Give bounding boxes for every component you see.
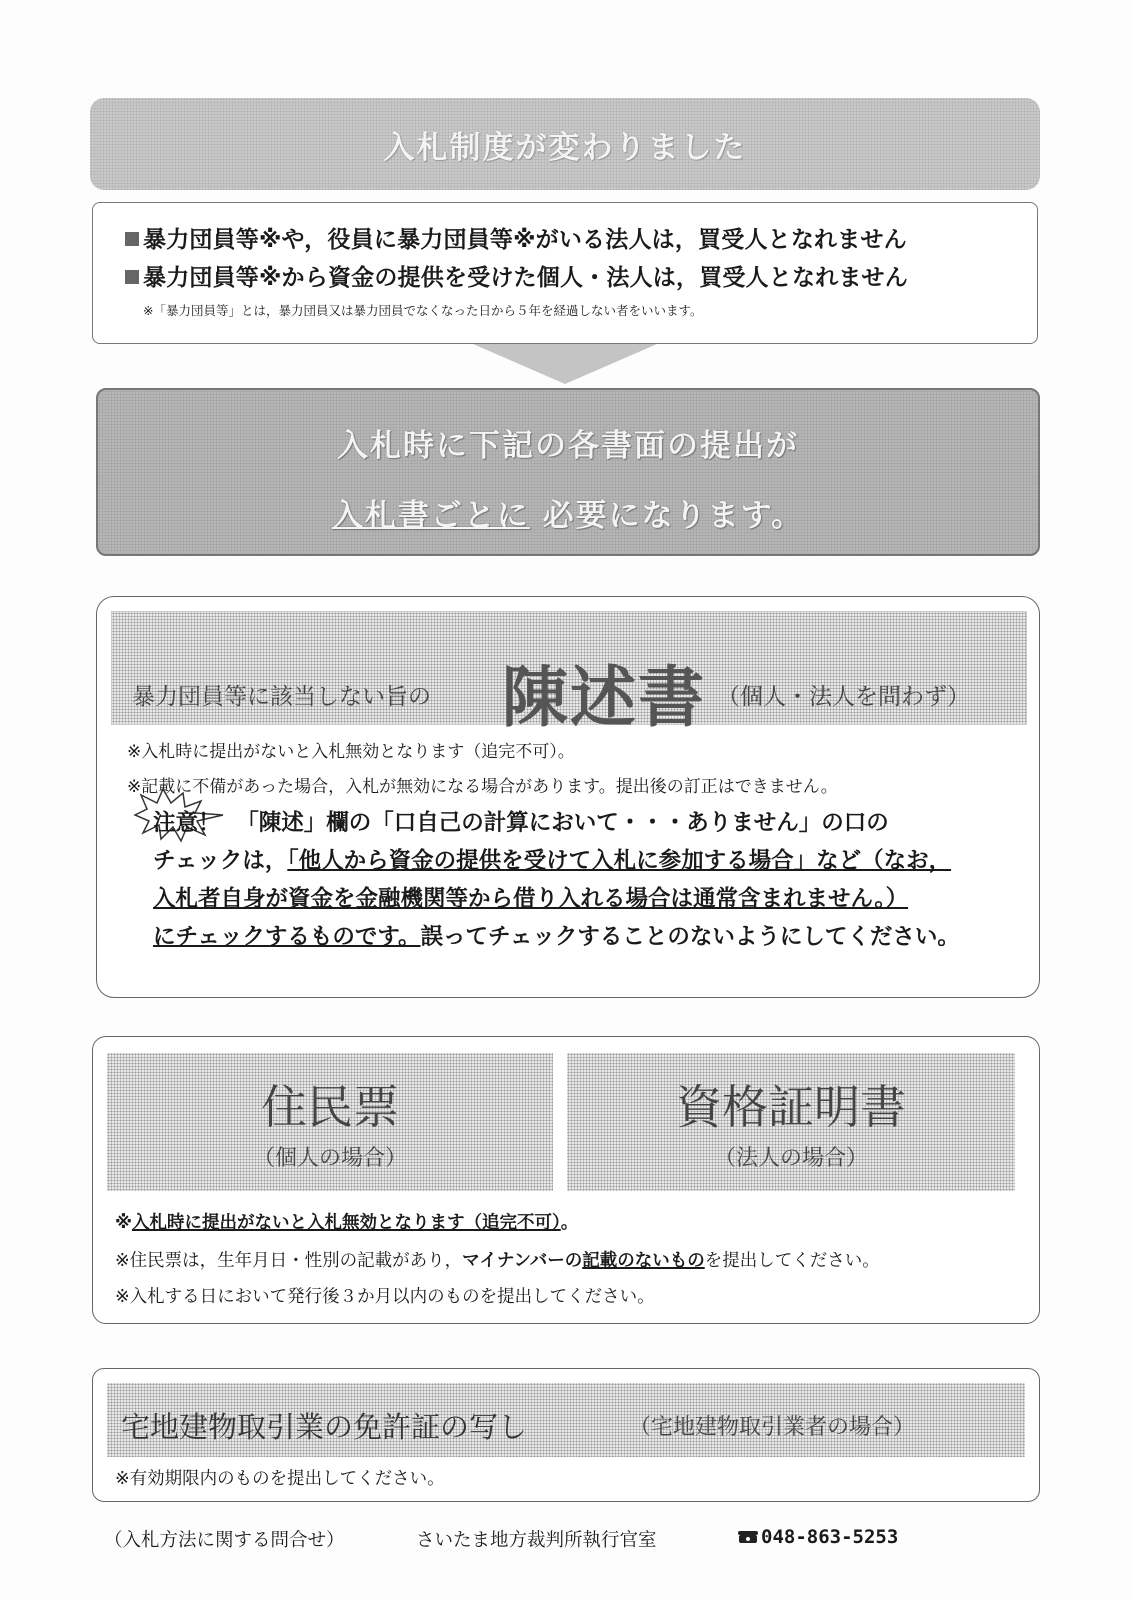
- inquiry-label: （入札方法に関する問合せ）: [104, 1530, 345, 1551]
- resident-certificate-sub: （個人の場合）: [252, 1146, 407, 1171]
- caution-line-4: にチェックするものです。誤ってチェックすることのないようにしてください。: [153, 924, 960, 950]
- statement-box: [96, 596, 1040, 998]
- documents-note-3: ※入札する日において発行後３か月以内のものを提出してください。: [115, 1287, 655, 1307]
- license-title: 宅地建物取引業の免許証の写し: [121, 1410, 528, 1444]
- resident-certificate-title: 住民票: [261, 1080, 399, 1134]
- requirement-line-1: 入札時に下記の各書面の提出が: [337, 428, 799, 464]
- phone-contact: [738, 1526, 898, 1548]
- caution-line-3: 入札者自身が資金を金融機関等から借り入れる場合は通常含まれません。）: [153, 886, 909, 912]
- square-bullet-icon: [125, 270, 139, 284]
- license-header: [107, 1383, 1025, 1457]
- requirement-banner: [96, 388, 1040, 556]
- statement-note-2: ※記載に不備があった場合，入札が無効になる場合があります。提出後の訂正はできません。: [127, 777, 838, 797]
- caution-line-1: 注意！ 「陳述」欄の「口自己の計算において・・・ありません」の口の: [153, 810, 889, 836]
- down-arrow-icon: [473, 344, 657, 384]
- rules-footnote: ※「暴力団員等」とは，暴力団員又は暴力団員でなくなった日から５年を経過しない者をいいます。: [143, 303, 703, 318]
- statement-lead: 暴力団員等に該当しない旨の: [132, 684, 431, 710]
- resident-certificate-cell: [107, 1053, 553, 1191]
- rule-line-1: 暴力団員等※や，役員に暴力団員等※がいる法人は，買受人となれません: [125, 221, 907, 254]
- qualification-certificate-title: 資格証明書: [676, 1080, 906, 1134]
- documents-note-1: ※入札時に提出がないと入札無効となります（追完不可）。: [115, 1213, 579, 1233]
- title-banner: [90, 98, 1040, 190]
- rule-line-2: 暴力団員等※から資金の提供を受けた個人・法人は，買受人となれません: [125, 259, 908, 292]
- license-note: ※有効期限内のものを提出してください。: [115, 1469, 445, 1489]
- documents-box: [92, 1036, 1040, 1324]
- qualification-certificate-cell: [567, 1053, 1015, 1191]
- caution-label: 注意！: [153, 810, 221, 836]
- statement-header: [111, 611, 1027, 736]
- square-bullet-icon: [125, 232, 139, 246]
- statement-note-1: ※入札時に提出がないと入札無効となります（追完不可）。: [127, 742, 575, 762]
- caution-line-2: チェックは，「他人から資金の提供を受けて入札に参加する場合」など（なお，: [153, 848, 952, 874]
- license-box: [92, 1368, 1040, 1502]
- telephone-icon: [738, 1530, 758, 1544]
- requirement-line-2: 入札書ごとに 必要になります。: [331, 498, 805, 534]
- documents-note-2: ※住民票は，生年月日・性別の記載があり，マイナンバーの記載のないものを提出してください。: [115, 1251, 880, 1271]
- statement-title: 陳述書: [502, 659, 706, 736]
- title-text: 入札制度が変わりました: [383, 129, 747, 166]
- qualification-certificate-sub: （法人の場合）: [713, 1146, 868, 1171]
- rules-box: [92, 202, 1038, 344]
- office-name: さいたま地方裁判所執行官室: [416, 1530, 657, 1551]
- license-scope: （宅地建物取引業者の場合）: [629, 1415, 916, 1440]
- statement-scope: （個人・法人を問わず）: [717, 684, 970, 710]
- phone-number: 048-863-5253: [761, 1526, 899, 1548]
